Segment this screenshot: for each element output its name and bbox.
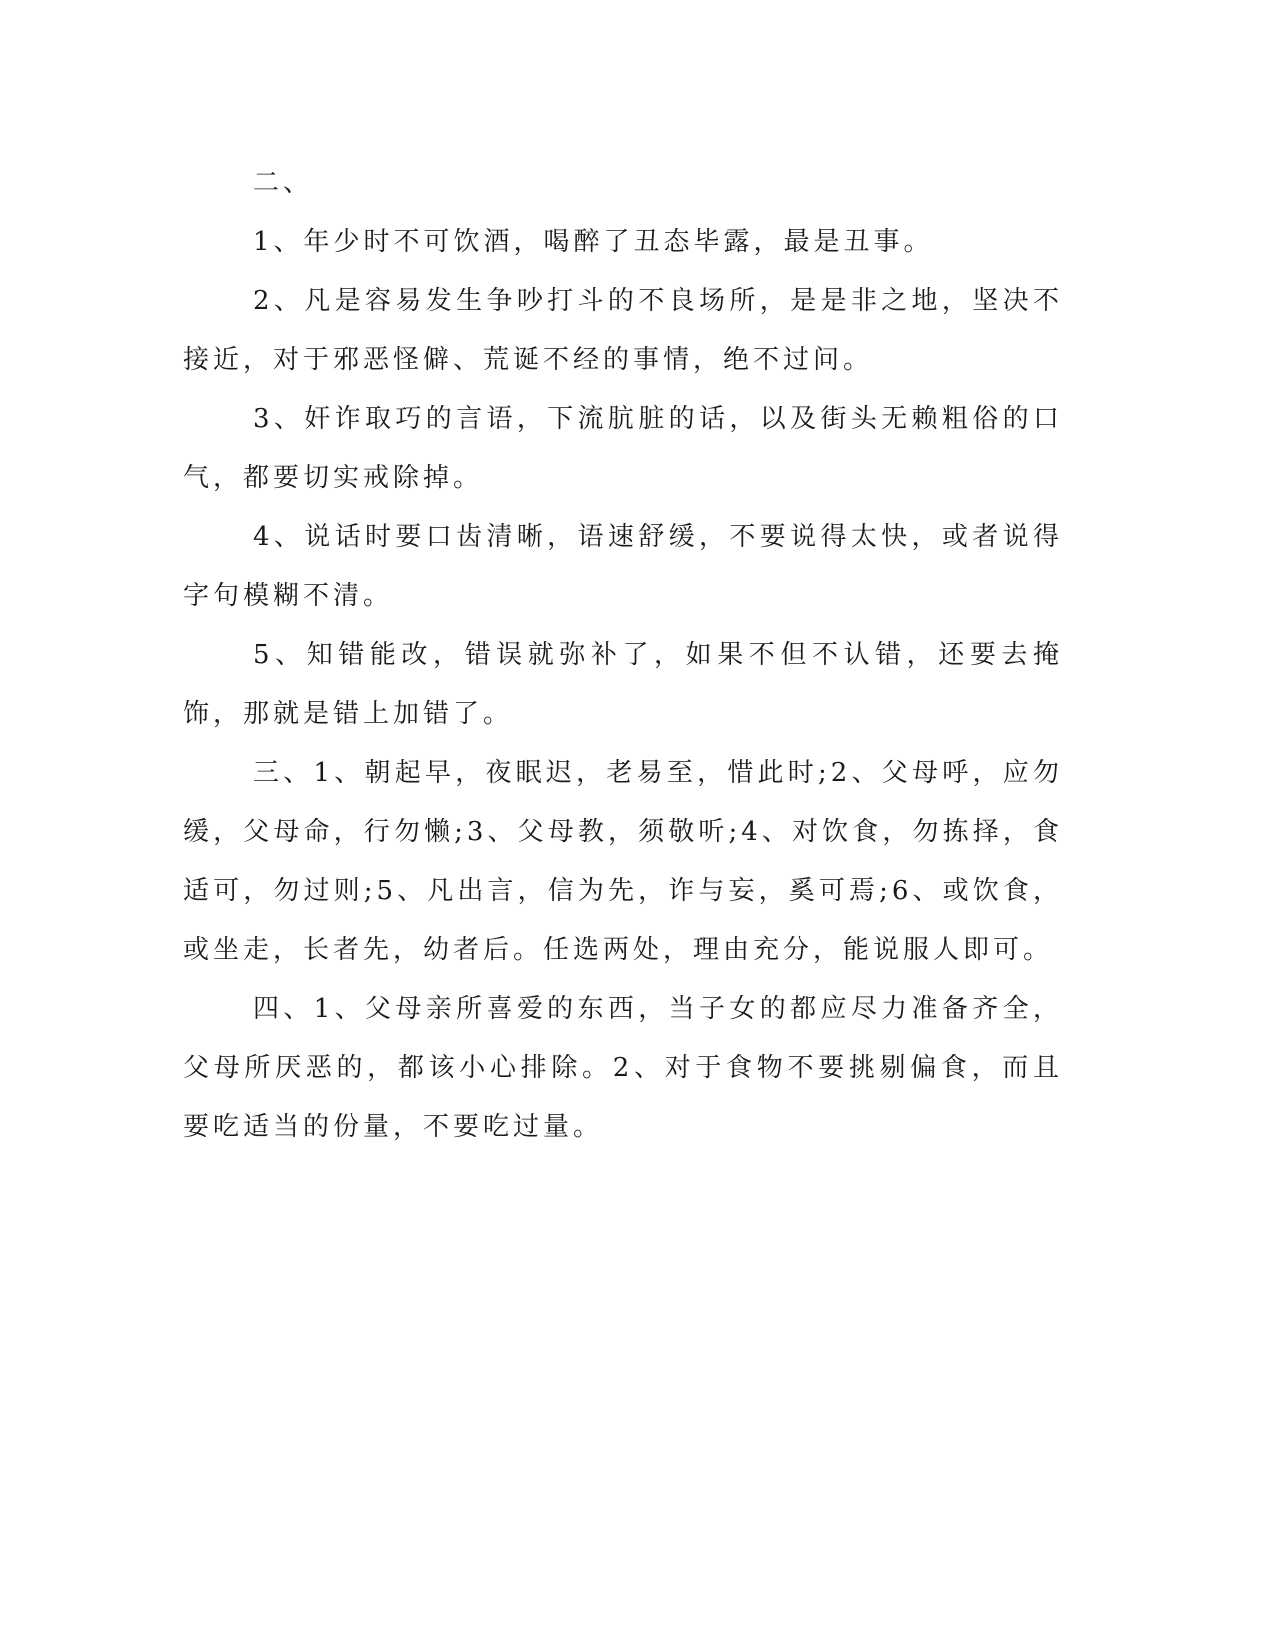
section-heading-2: 二、 [253,168,314,198]
document-body [183,154,1063,1157]
section-3-paragraph: 三、1、朝起早，夜眠迟，老易至，惜此时;2、父母呼，应勿缓，父母命，行勿懒;3、父母教，须敬听;4、对饮食，勿拣择，食适可，勿过则;5、凡出言，信为先，诈与妄，奚可焉;6、或饮食，或坐走，长者先，幼者后。任选两处，理由充分，能说服人即可。 [183,758,1063,965]
paragraph-item-5: 5、知错能改，错误就弥补了，如果不但不认错，还要去掩饰，那就是错上加错了。 [183,640,1063,729]
paragraph-item-4: 4、说话时要口齿清晰，语速舒缓，不要说得太快，或者说得字句模糊不清。 [183,522,1063,611]
paragraph-item-1: 1、年少时不可饮酒，喝醉了丑态毕露，最是丑事。 [253,227,934,257]
section-4-paragraph: 四、1、父母亲所喜爱的东西，当子女的都应尽力准备齐全，父母所厌恶的，都该小心排除。2、对于食物不要挑剔偏食，而且要吃适当的份量，不要吃过量。 [183,994,1063,1142]
paragraph-item-3: 3、奸诈取巧的言语，下流肮脏的话，以及街头无赖粗俗的口气，都要切实戒除掉。 [183,404,1063,493]
paragraph-item-2: 2、凡是容易发生争吵打斗的不良场所，是是非之地，坚决不接近，对于邪恶怪僻、荒诞不经的事情，绝不过问。 [183,286,1063,375]
